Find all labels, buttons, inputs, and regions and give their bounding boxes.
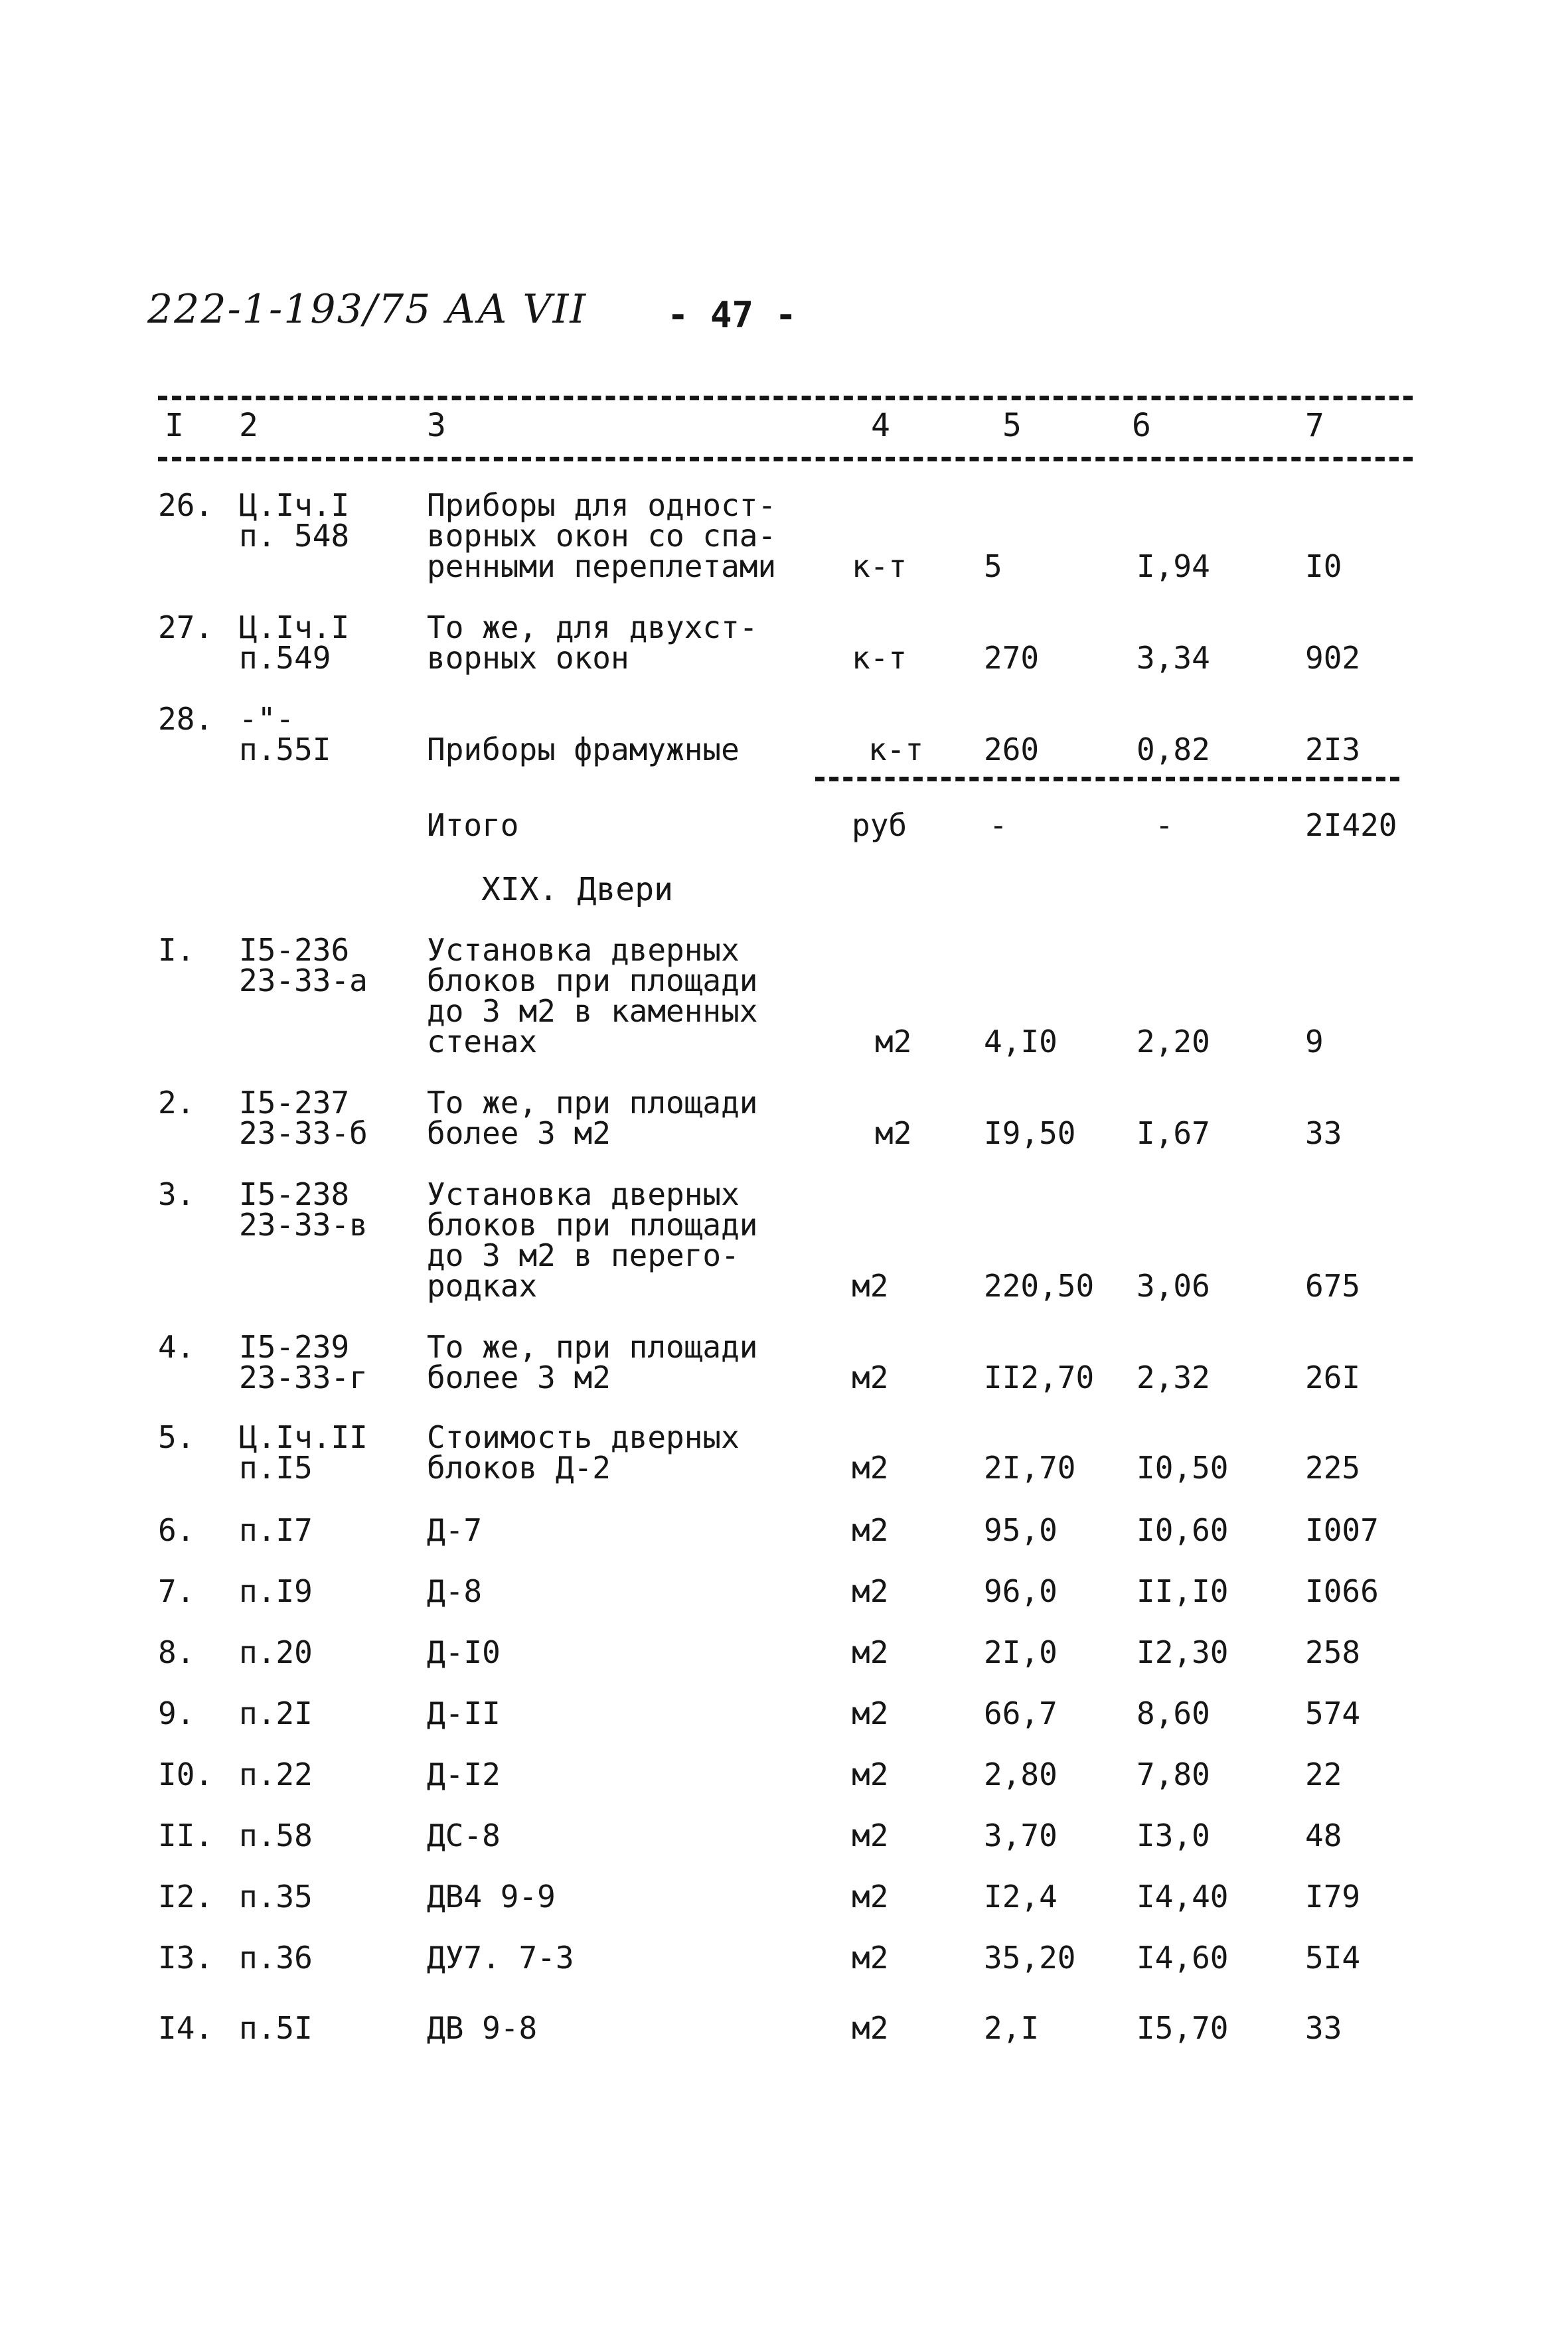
row-number: 8.	[158, 1634, 195, 1670]
row-quantity: 3,70	[984, 1818, 1058, 1853]
row-code: п.5I	[239, 2010, 313, 2046]
row-total: 22	[1305, 1757, 1342, 1792]
row-name: ДВ4 9-9	[427, 1879, 556, 1915]
row-unit: м2	[852, 1450, 889, 1486]
row-code: I5-236 23-33-а	[239, 932, 368, 998]
row-price: I,94	[1137, 548, 1210, 584]
row-price: I3,0	[1137, 1818, 1210, 1853]
row-name: ДС-8	[427, 1818, 501, 1853]
row-name: То же, для двухст- ворных окон	[427, 609, 758, 676]
row-unit: к-т	[852, 640, 907, 676]
row-name: Приборы для одност- ворных окон со спа- ренными переплетами	[427, 487, 777, 584]
column-header-1: I	[165, 407, 184, 444]
row-number: 27.	[158, 609, 214, 645]
row-total: 48	[1305, 1818, 1342, 1853]
row-quantity: 4,I0	[984, 1024, 1058, 1059]
row-code: п.20	[239, 1634, 313, 1670]
row-quantity: 95,0	[984, 1512, 1058, 1548]
row-code: I5-237 23-33-б	[239, 1085, 368, 1151]
row-number: I.	[158, 932, 195, 968]
row-quantity: 2I,70	[984, 1450, 1076, 1486]
row-code: п.58	[239, 1818, 313, 1853]
section-title: XIX. Двери	[481, 871, 673, 908]
row-code: Ц.Iч.II п.I5	[239, 1419, 368, 1486]
row-unit: к-т	[852, 548, 907, 584]
row-name: ДВ 9-8	[427, 2010, 538, 2046]
row-price: I0,60	[1137, 1512, 1229, 1548]
row-unit: м2	[852, 1512, 889, 1548]
row-price: 0,82	[1137, 732, 1210, 767]
row-quantity: 270	[984, 640, 1040, 676]
row-number: 5.	[158, 1419, 195, 1455]
row-code: I5-238 23-33-в	[239, 1176, 368, 1243]
row-code: Ц.Iч.I п. 548	[239, 487, 350, 554]
row-quantity: II2,70	[984, 1360, 1095, 1395]
table-top-rule	[158, 396, 1413, 400]
row-unit: м2	[852, 1634, 889, 1670]
row-total: 33	[1305, 1115, 1342, 1151]
row-number: 6.	[158, 1512, 195, 1548]
row-code: п.22	[239, 1757, 313, 1792]
row-quantity: 2I,0	[984, 1634, 1058, 1670]
row-number: 2.	[158, 1085, 195, 1121]
row-name: Д-8	[427, 1573, 483, 1609]
row-total: 574	[1305, 1695, 1361, 1731]
row-name: ДУ7. 7-3	[427, 1940, 574, 1976]
row-price: 8,60	[1137, 1695, 1210, 1731]
row-name: То же, при площади более 3 м2	[427, 1329, 758, 1395]
row-total: 9	[1305, 1024, 1324, 1059]
row-unit: м2	[852, 1879, 889, 1915]
row-price: 7,80	[1137, 1757, 1210, 1792]
row-name: Д-I2	[427, 1757, 501, 1792]
row-total: 258	[1305, 1634, 1361, 1670]
row-quantity: I2,4	[984, 1879, 1058, 1915]
row-code: Ц.Iч.I п.549	[239, 609, 350, 676]
row-number: I2.	[158, 1879, 214, 1915]
column-header-5: 5	[1002, 407, 1022, 444]
document-code: 222-1-193/75 АА VII	[147, 286, 588, 333]
column-header-6: 6	[1132, 407, 1151, 444]
row-number: 4.	[158, 1329, 195, 1365]
row-price: I0,50	[1137, 1450, 1229, 1486]
row-total: I007	[1305, 1512, 1379, 1548]
row-price: I,67	[1137, 1115, 1210, 1151]
row-name: Стоимость дверных блоков Д-2	[427, 1419, 740, 1486]
row-code: I5-239 23-33-г	[239, 1329, 368, 1395]
subtotal-total: 2I420	[1305, 807, 1397, 843]
row-quantity: 260	[984, 732, 1040, 767]
column-header-3: 3	[427, 407, 446, 444]
row-price: I5,70	[1137, 2010, 1229, 2046]
column-header-2: 2	[239, 407, 258, 444]
subtotal-quantity: -	[989, 807, 1008, 843]
row-number: 9.	[158, 1695, 195, 1731]
row-unit: м2	[852, 1940, 889, 1976]
row-unit: м2	[852, 1695, 889, 1731]
row-total: 902	[1305, 640, 1361, 676]
row-name: Д-7	[427, 1512, 483, 1548]
row-code: -"- п.55I	[239, 701, 331, 767]
row-number: I3.	[158, 1940, 214, 1976]
row-number: 3.	[158, 1176, 195, 1212]
row-unit: м2	[852, 1573, 889, 1609]
row-unit: м2	[852, 1268, 889, 1304]
row-total: 5I4	[1305, 1940, 1361, 1976]
row-quantity: 2,80	[984, 1757, 1058, 1792]
row-number: II.	[158, 1818, 214, 1853]
row-name: Приборы фрамужные	[427, 732, 740, 767]
row-total: 33	[1305, 2010, 1342, 2046]
row-price: 3,06	[1137, 1268, 1210, 1304]
row-price: 3,34	[1137, 640, 1210, 676]
row-quantity: 66,7	[984, 1695, 1058, 1731]
row-quantity: 96,0	[984, 1573, 1058, 1609]
row-quantity: I9,50	[984, 1115, 1076, 1151]
row-code: п.I7	[239, 1512, 313, 1548]
row-price: I2,30	[1137, 1634, 1229, 1670]
row-quantity: 220,50	[984, 1268, 1095, 1304]
row-name: То же, при площади более 3 м2	[427, 1085, 758, 1151]
header-bottom-rule	[158, 457, 1413, 461]
row-total: I066	[1305, 1573, 1379, 1609]
row-total: I0	[1305, 548, 1342, 584]
row-number: 26.	[158, 487, 214, 523]
subtotal-label: Итого	[427, 807, 519, 843]
row-total: 2I3	[1305, 732, 1361, 767]
row-total: 26I	[1305, 1360, 1361, 1395]
row-name: Установка дверных блоков при площади до 3 м2 в перего- родках	[427, 1176, 758, 1304]
row-code: п.35	[239, 1879, 313, 1915]
row-number: 7.	[158, 1573, 195, 1609]
row-number: I4.	[158, 2010, 214, 2046]
subtotal-unit: руб	[852, 807, 907, 843]
row-price: 2,20	[1137, 1024, 1210, 1059]
row-unit: к-т	[868, 732, 924, 767]
row-number: I0.	[158, 1757, 214, 1792]
row-total: 225	[1305, 1450, 1361, 1486]
row-code: п.2I	[239, 1695, 313, 1731]
row-name: Д-I0	[427, 1634, 501, 1670]
row-quantity: 35,20	[984, 1940, 1076, 1976]
row-price: I4,40	[1137, 1879, 1229, 1915]
row-price: I4,60	[1137, 1940, 1229, 1976]
row-unit: м2	[852, 1360, 889, 1395]
row-price: II,I0	[1137, 1573, 1229, 1609]
row-unit: м2	[852, 1757, 889, 1792]
row-price: 2,32	[1137, 1360, 1210, 1395]
column-header-4: 4	[871, 407, 890, 444]
column-header-7: 7	[1305, 407, 1324, 444]
row-name: Д-II	[427, 1695, 501, 1731]
row-total: 675	[1305, 1268, 1361, 1304]
page-number: - 47 -	[667, 294, 797, 336]
row-number: 28.	[158, 701, 214, 737]
subtotal-price: -	[1155, 807, 1174, 843]
row-quantity: 2,I	[984, 2010, 1040, 2046]
row-unit: м2	[875, 1115, 912, 1151]
row-name: Установка дверных блоков при площади до 3 м2 в каменных стенах	[427, 932, 758, 1059]
subtotal-rule	[815, 777, 1399, 781]
row-total: I79	[1305, 1879, 1361, 1915]
row-unit: м2	[852, 2010, 889, 2046]
row-quantity: 5	[984, 548, 1002, 584]
row-code: п.I9	[239, 1573, 313, 1609]
row-code: п.36	[239, 1940, 313, 1976]
row-unit: м2	[852, 1818, 889, 1853]
row-unit: м2	[875, 1024, 912, 1059]
